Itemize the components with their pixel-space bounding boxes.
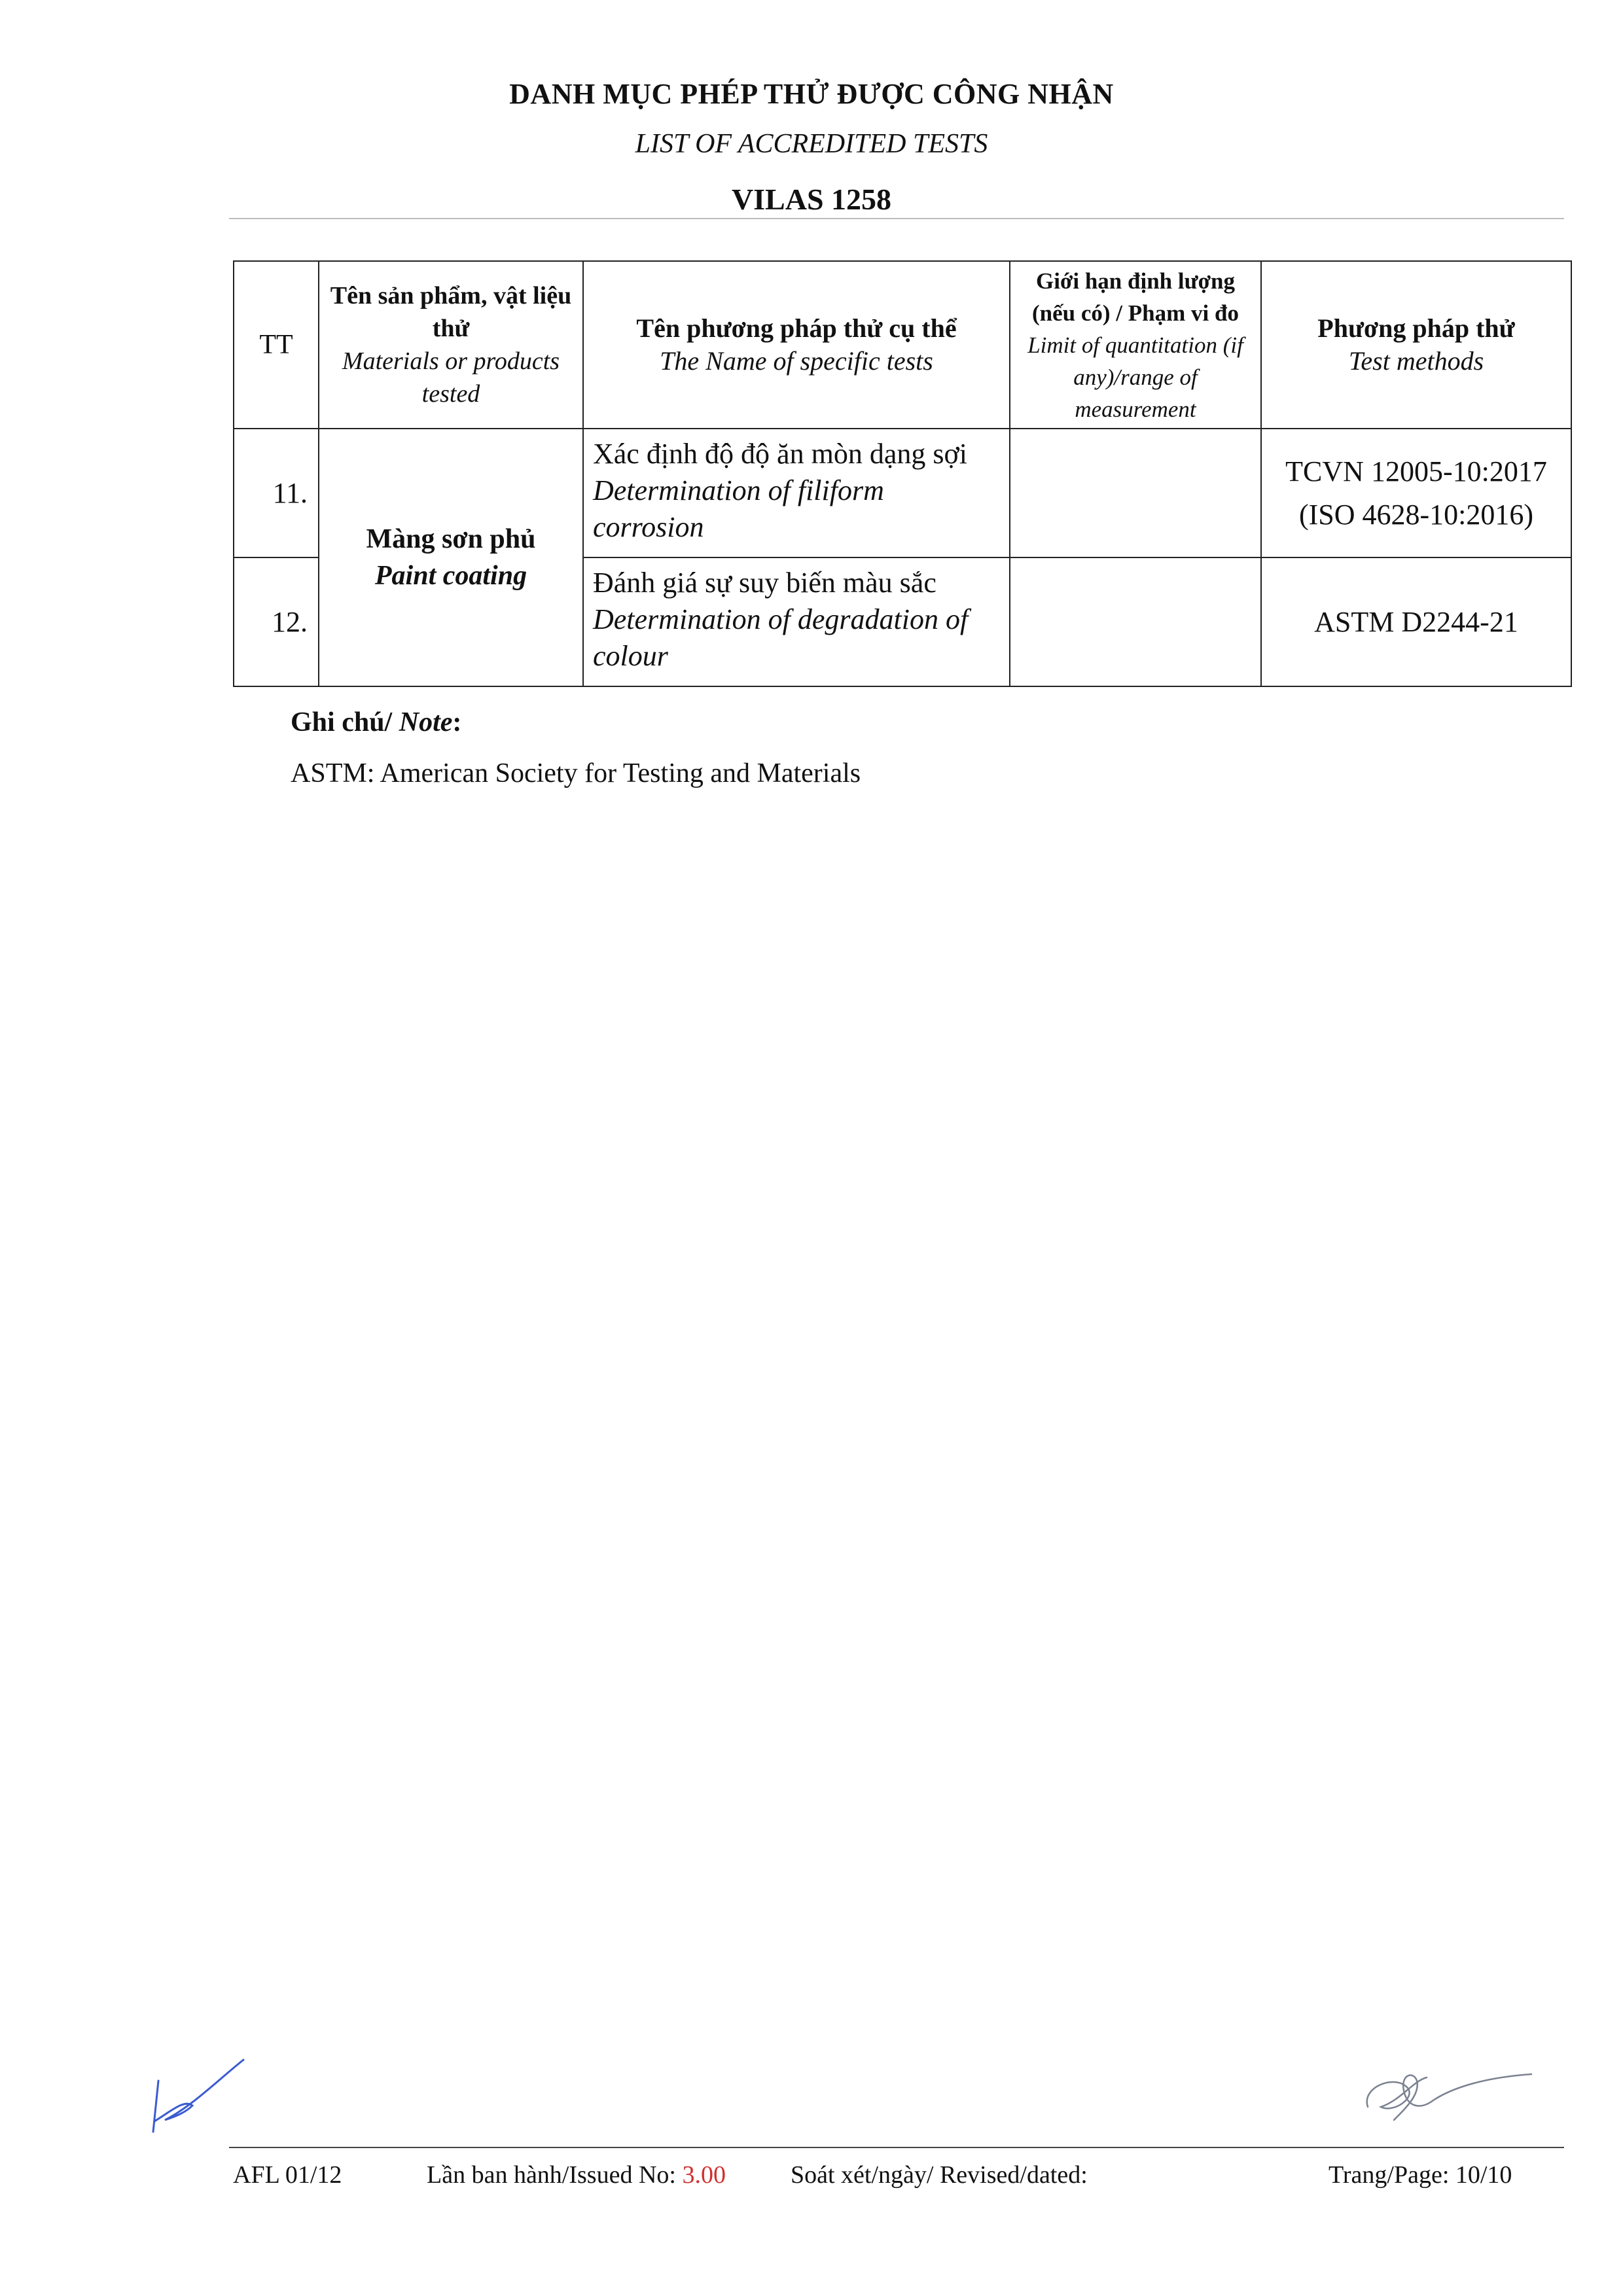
test-name-en: Determination of degradation of colour: [593, 603, 969, 672]
limit-cell: [1010, 429, 1261, 557]
footer-issued: [427, 2161, 726, 2189]
note-label-en: Note: [399, 707, 453, 737]
document-title-en: LIST OF ACCREDITED TESTS: [635, 129, 988, 159]
document-title-vn: DANH MỤC PHÉP THỬ ĐƯỢC CÔNG NHẬN: [509, 78, 1114, 110]
table-header-row: [234, 261, 1571, 429]
col-header-method-en: Test methods: [1348, 346, 1484, 376]
footer-issued-number: 3.00: [682, 2161, 726, 2189]
col-header-limit-vn: Giới hạn định lượng (nếu có) / Phạm vi đo: [1032, 268, 1239, 326]
col-header-tt-label: TT: [259, 330, 293, 360]
note-text: ASTM: American Society for Testing and Materials: [291, 758, 861, 788]
test-name-vn: Đánh giá sự suy biến màu sắc: [593, 567, 936, 599]
footer-form-code: AFL 01/12: [233, 2161, 342, 2189]
col-header-method: [1261, 261, 1571, 429]
footer-page-number: Trang/Page: 10/10: [1329, 2161, 1512, 2189]
note-colon: :: [452, 707, 462, 737]
header-divider: [229, 218, 1564, 219]
document-code: VILAS 1258: [731, 183, 892, 216]
signature-icon: [1355, 2061, 1538, 2133]
test-name-cell: [583, 429, 1010, 557]
test-name-vn: Xác định độ độ ăn mòn dạng sợi: [593, 438, 967, 470]
col-header-material-vn: Tên sản phẩm, vật liệu thử: [330, 282, 572, 342]
col-header-material: [319, 261, 583, 429]
test-name-cell: [583, 557, 1010, 686]
footer-issued-label: Lần ban hành/Issued No:: [427, 2161, 683, 2189]
material-en: Paint coating: [374, 561, 527, 591]
accredited-tests-table: [233, 260, 1572, 687]
footer-divider: [229, 2147, 1564, 2148]
initials-signature-icon: [145, 2048, 250, 2140]
test-method-line2: (ISO 4628-10:2016): [1298, 498, 1534, 531]
limit-cell: [1010, 557, 1261, 686]
row-number: 12.: [234, 557, 319, 686]
note-heading: [291, 707, 461, 738]
table-row: [234, 429, 1571, 557]
col-header-limit: [1010, 261, 1261, 429]
test-name-en: Determination of filiform corrosion: [593, 474, 884, 543]
material-vn: Màng sơn phủ: [366, 524, 536, 554]
col-header-tt: [234, 261, 319, 429]
row-number: 11.: [234, 429, 319, 557]
col-header-limit-en: Limit of quantitation (if any)/range of measurement: [1027, 332, 1243, 422]
test-method-line1: ASTM D2244-21: [1314, 605, 1518, 638]
col-header-test-name: [583, 261, 1010, 429]
col-header-test-vn: Tên phương pháp thử cụ thể: [636, 313, 957, 343]
col-header-material-en: Materials or products tested: [342, 347, 560, 408]
test-method-cell: [1261, 429, 1571, 557]
col-header-test-en: The Name of specific tests: [660, 346, 933, 376]
col-header-method-vn: Phương pháp thử: [1317, 313, 1515, 343]
note-label-vn: Ghi chú/: [291, 707, 393, 737]
test-method-line1: TCVN 12005-10:2017: [1285, 455, 1547, 487]
material-cell: [319, 429, 583, 686]
test-method-cell: [1261, 557, 1571, 686]
footer-revised: Soát xét/ngày/ Revised/dated:: [791, 2161, 1088, 2189]
